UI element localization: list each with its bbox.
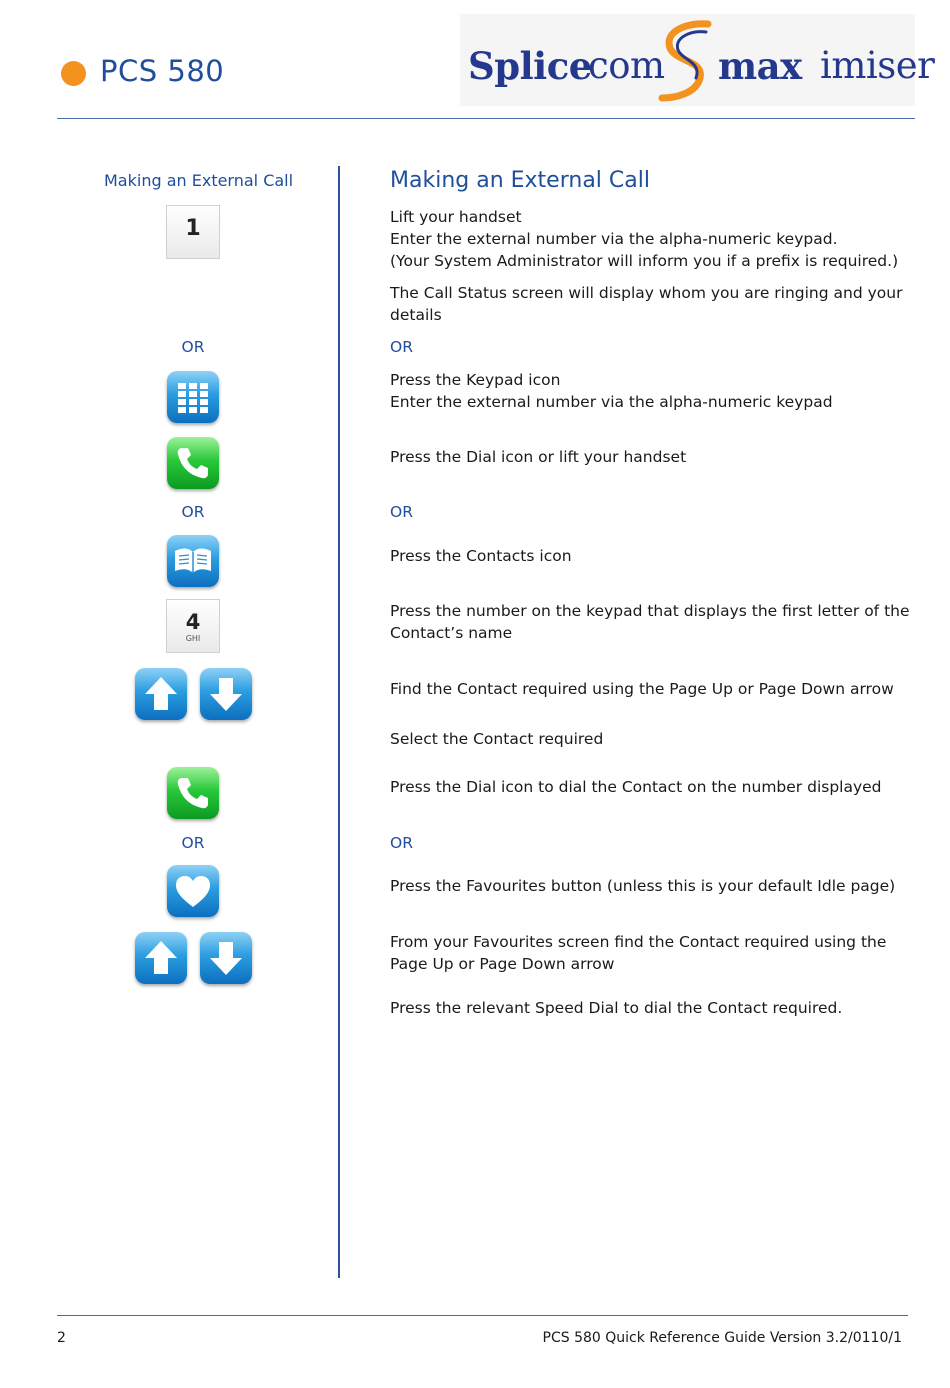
- instruction-step: Press the Dial icon or lift your handset: [390, 448, 687, 466]
- instruction-line: Lift your handset: [390, 208, 522, 226]
- dial-icon: [167, 437, 219, 489]
- header-divider: [57, 118, 915, 119]
- instruction-line: Press the Keypad icon: [390, 371, 561, 389]
- or-label-right: OR: [390, 834, 413, 852]
- footer-divider: [57, 1315, 908, 1316]
- logo-text-com: com: [588, 44, 665, 87]
- instruction-step: The Call Status screen will display whom you are ringing and your details: [390, 284, 903, 324]
- key-4-icon: [166, 599, 220, 653]
- instruction-step: [390, 206, 910, 272]
- bullet-dot-icon: [61, 61, 86, 86]
- column-divider: [338, 166, 340, 1278]
- instruction-step: [390, 369, 910, 413]
- key-1-icon: [166, 205, 220, 259]
- main-heading: Making an External Call: [390, 168, 650, 193]
- or-label-left: OR: [181, 503, 205, 521]
- instruction-step: Find the Contact required using the Page Up or Page Down arrow: [390, 680, 894, 698]
- sidebar-title: Making an External Call: [104, 171, 294, 190]
- instruction-line: (Your System Administrator will inform you if a prefix is required.): [390, 252, 899, 270]
- instruction-step: Press the Contacts icon: [390, 547, 572, 565]
- key-4-label: 4: [185, 610, 201, 634]
- instruction-line: Enter the external number via the alpha-numeric keypad: [390, 393, 833, 411]
- key-1-label: 1: [185, 216, 201, 241]
- favourites-icon: [167, 865, 219, 917]
- or-label-left: OR: [181, 834, 205, 852]
- instruction-step: Press the relevant Speed Dial to dial the Contact required.: [390, 999, 843, 1017]
- page-up-icon: [135, 668, 187, 720]
- instruction-step: Press the Favourites button (unless this is your default Idle page): [390, 877, 896, 895]
- footer-document-info: PCS 580 Quick Reference Guide Version 3.2/0110/1: [542, 1330, 902, 1346]
- logo-text-splice: Splice: [468, 44, 592, 88]
- or-label-left: OR: [181, 338, 205, 356]
- page-down-icon: [200, 668, 252, 720]
- instruction-step: From your Favourites screen find the Contact required using the Page Up or Page Down arrow: [390, 933, 887, 973]
- page-up-icon: [135, 932, 187, 984]
- logo-swoosh-icon: [656, 18, 716, 104]
- logo-text-max: max: [718, 44, 802, 88]
- key-4-sublabel: GHI: [185, 634, 201, 643]
- instruction-step: Press the Dial icon to dial the Contact on the number displayed: [390, 778, 882, 796]
- document-title: PCS 580: [100, 54, 225, 88]
- page-down-icon: [200, 932, 252, 984]
- page-number: 2: [57, 1330, 66, 1346]
- or-label-right: OR: [390, 338, 413, 356]
- dial-icon: [167, 767, 219, 819]
- instruction-step: Press the number on the keypad that displays the first letter of the Contact’s name: [390, 602, 910, 642]
- or-label-right: OR: [390, 503, 413, 521]
- keypad-icon: [167, 371, 219, 423]
- instruction-step: Select the Contact required: [390, 730, 604, 748]
- instruction-line: Enter the external number via the alpha-numeric keypad.: [390, 230, 838, 248]
- contacts-icon: [167, 535, 219, 587]
- logo-text-imiser: imiser: [820, 44, 935, 87]
